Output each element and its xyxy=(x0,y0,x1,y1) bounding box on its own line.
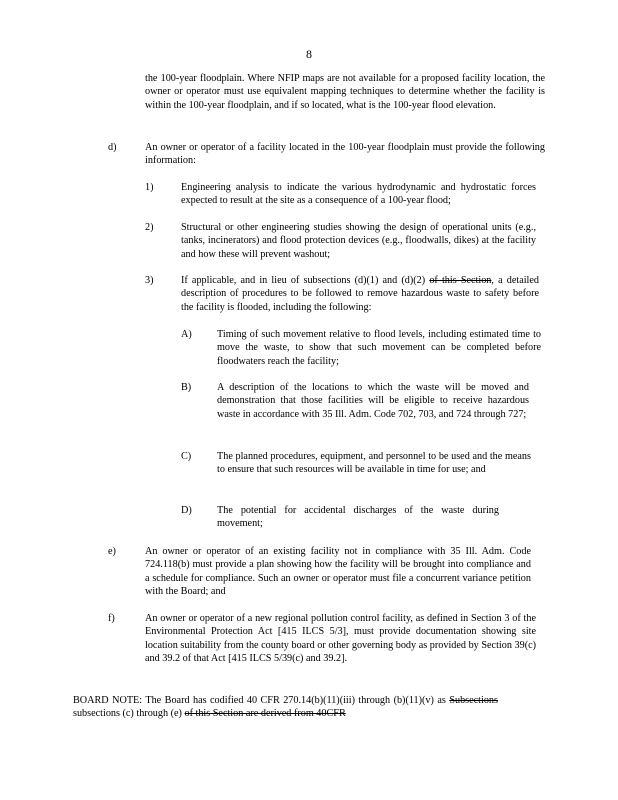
lettered-b-label: B) xyxy=(181,382,192,393)
subitem-2-label: 2) xyxy=(145,222,154,233)
subitem-3-struck-text: of this Section xyxy=(429,275,492,286)
item-d-text: An owner or operator of a facility located in the 100-year floodplain must provide the following information: xyxy=(145,142,545,167)
intro-paragraph: the 100-year floodplain. Where NFIP maps are not available for a proposed facility location, the owner or operator must use equivalent mapping techniques to determine whether the facility is within the 100-year floodplain, and if so located, what is the 100-year flood elevation. xyxy=(145,73,545,111)
item-d-label: d) xyxy=(108,142,117,153)
board-note-struck-derived: of this Section are derived from 40CFR xyxy=(184,708,346,720)
lettered-d-text: The potential for accidental discharges of the waste during movement; xyxy=(217,505,499,530)
subitem-1-text: Engineering analysis to indicate the various hydrodynamic and hydrostatic forces expected to result at the site as a consequence of a 100-year flood; xyxy=(181,182,536,207)
subitem-2-text: Structural or other engineering studies showing the design of operational units (e.g., tanks, incinerators) and flood protection devices (e.g., floodwalls, dikes) at the facility and how these will prevent washout; xyxy=(181,222,536,260)
board-note-struck-subsections: Subsections xyxy=(449,695,498,706)
item-e-label: e) xyxy=(108,546,116,557)
subitem-1-label: 1) xyxy=(145,182,154,193)
lettered-c-label: C) xyxy=(181,451,192,462)
subitem-3-text xyxy=(181,274,539,314)
item-e-text: An owner or operator of an existing facility not in compliance with 35 Ill. Adm. Code 724.118(b) must provide a plan showing how the facility will be brought into compliance and a schedule for compliance. Such an owner or operator must file a concurrent variance petition with the Board; and xyxy=(145,546,531,598)
lettered-b-text: A description of the locations to which the waste will be moved and demonstration that those facilities will be eligible to receive hazardous waste in accordance with 35 Ill. Adm. Code 702, 703, and 724 through 727; xyxy=(217,382,529,420)
lettered-a-text: Timing of such movement relative to flood levels, including estimated time to move the waste, to show that such movement can be completed before floodwaters reach the facility; xyxy=(217,329,541,367)
item-f-label: f) xyxy=(108,613,115,624)
item-f-text: An owner or operator of a new regional pollution control facility, as defined in Section 3 of the Environmental Protection Act [415 ILCS 5/3], must provide documentation showing site location suitability from the county board or other governing body as provided by Section 39(c) and 39.2 of that Act [415 ILCS 5/39(c) and 39.2]. xyxy=(145,613,536,665)
subitem-3-text-after: , a detailed description of procedures to be followed to remove hazardous waste to safety before the facility is flooded, including the following: xyxy=(181,275,540,313)
subitem-3-label: 3) xyxy=(145,275,154,286)
page-number: 8 xyxy=(306,47,312,61)
lettered-c-text: The planned procedures, equipment, and personnel to be used and the means to ensure that such resources will be available in time for use; and xyxy=(217,451,531,476)
board-note-line1: BOARD NOTE: The Board has codified 40 CFR 270.14(b)(11)(iii) through (b)(11)(v) as xyxy=(73,695,446,706)
board-note-subsections: subsections (c) through (e) xyxy=(73,708,182,720)
subitem-3-text-before: If applicable, and in lieu of subsections (d)(1) and (d)(2) xyxy=(181,275,426,286)
lettered-a-label: A) xyxy=(181,329,192,340)
board-note xyxy=(73,694,498,721)
lettered-d-label: D) xyxy=(181,505,192,516)
